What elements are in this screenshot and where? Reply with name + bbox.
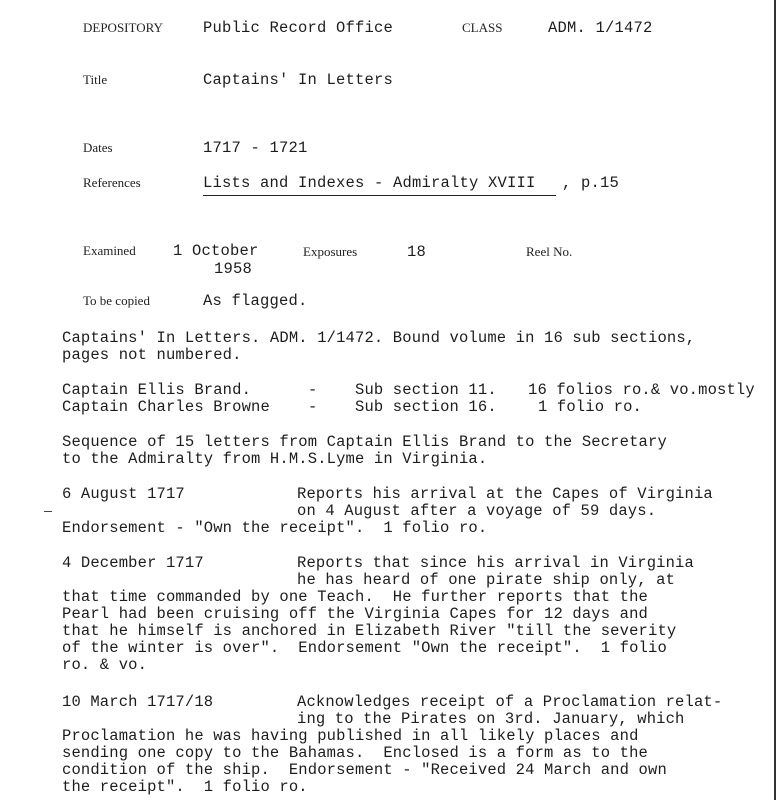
entry-date: 4 December 1717	[62, 554, 204, 572]
class-value: ADM. 1/1472	[548, 19, 653, 37]
title-value: Captains' In Letters	[203, 71, 394, 89]
exposures-label: Exposures	[303, 244, 358, 259]
captain-section: Sub section 11.	[355, 381, 497, 399]
captain-dash: -	[308, 398, 318, 416]
references-suffix: , p.15	[562, 174, 620, 192]
margin-mark	[44, 511, 52, 512]
entry-text-line: that he himself is anchored in Elizabeth River "till the severity	[62, 622, 677, 640]
captain-folios: 16 folios ro.& vo.mostly	[528, 381, 755, 399]
reel-label: Reel No.	[526, 244, 573, 259]
entry-text-line: sending one copy to the Bahamas. Enclosed is a form as to the	[62, 744, 648, 762]
entry-date: 10 March 1717/18	[62, 693, 214, 711]
references-value: Lists and Indexes - Admiralty XVIII	[203, 174, 536, 192]
entry-text-line: Endorsement - "Own the receipt". 1 folio ro.	[62, 519, 488, 537]
references-underline	[203, 195, 556, 196]
examined-year: 1958	[214, 260, 253, 278]
captain-name: Captain Charles Browne	[62, 398, 270, 416]
intro-line-2: pages not numbered.	[62, 346, 242, 364]
entry-text-line: ro. & vo.	[62, 656, 148, 674]
captain-section: Sub section 16.	[355, 398, 497, 416]
entry-text-line: Reports his arrival at the Capes of Virginia	[297, 485, 713, 503]
title-label: Title	[83, 72, 108, 87]
copied-value: As flagged.	[203, 292, 308, 310]
entry-text-line: on 4 August after a voyage of 59 days.	[297, 502, 657, 520]
references-label: References	[83, 175, 141, 190]
entry-date: 6 August 1717	[62, 485, 185, 503]
class-label: CLASS	[462, 20, 503, 35]
entry-text-line: Proclamation he was having published in all likely places and	[62, 727, 639, 745]
depository-value: Public Record Office	[203, 19, 394, 37]
entry-text-line: the receipt". 1 folio ro.	[62, 778, 308, 796]
entry-text-line: that time commanded by one Teach. He further reports that the	[62, 588, 648, 606]
sequence-line-2: to the Admiralty from H.M.S.Lyme in Virginia.	[62, 450, 488, 468]
examined-label: Examined	[83, 243, 136, 258]
dates-label: Dates	[83, 140, 113, 155]
entry-text-line: Pearl had been cruising off the Virginia Capes for 12 days and	[62, 605, 648, 623]
entry-text-line: condition of the ship. Endorsement - "Received 24 March and own	[62, 761, 667, 779]
entry-text-line: he has heard of one pirate ship only, at	[297, 571, 676, 589]
captain-folios: 1 folio ro.	[538, 398, 642, 416]
entry-text-line: ing to the Pirates on 3rd. January, which	[297, 710, 685, 728]
intro-line-1: Captains' In Letters. ADM. 1/1472. Bound volume in 16 sub sections,	[62, 329, 696, 347]
captain-dash: -	[308, 381, 318, 399]
depository-label: DEPOSITORY	[83, 20, 163, 35]
entry-text-line: Acknowledges receipt of a Proclamation relat-	[297, 693, 723, 711]
exposures-value: 18	[407, 243, 427, 261]
sequence-line-1: Sequence of 15 letters from Captain Ellis Brand to the Secretary	[62, 433, 667, 451]
entry-text-line: Reports that since his arrival in Virginia	[297, 554, 694, 572]
dates-value: 1717 - 1721	[203, 139, 308, 157]
captain-name: Captain Ellis Brand.	[62, 381, 252, 399]
entry-text-line: of the winter is over". Endorsement "Own the receipt". 1 folio	[62, 639, 667, 657]
copied-label: To be copied	[83, 293, 150, 308]
examined-date: 1 October	[173, 242, 259, 260]
